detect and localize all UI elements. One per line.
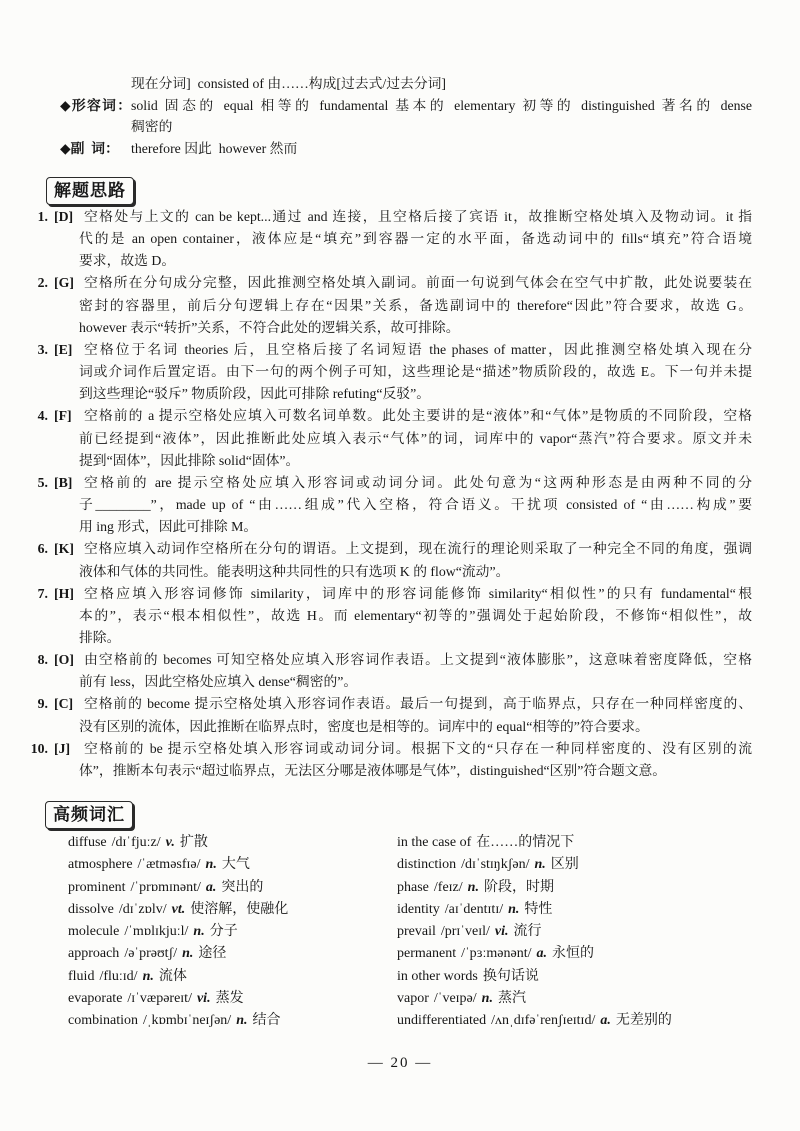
item-number: 6. xyxy=(37,541,48,557)
word-list-continuation xyxy=(60,73,752,159)
item-number: 3. xyxy=(37,341,48,357)
vocab-entry xyxy=(68,966,388,988)
vocab-word: prevail xyxy=(397,924,436,940)
item-answer: [K] xyxy=(54,541,74,557)
vocab-entry xyxy=(397,966,757,988)
vocab-meaning: 扩散 xyxy=(179,835,208,850)
vocab-meaning: 途径 xyxy=(198,946,227,962)
vocab-phonetic: /ˈprɒmɪnənt/ xyxy=(130,879,201,895)
vocab-meaning: 在……的情况下 xyxy=(476,835,575,850)
vocab-meaning: 特性 xyxy=(524,901,553,917)
vocab-entry xyxy=(68,988,388,1010)
analysis-item xyxy=(37,206,752,272)
vocab-phonetic: /dɪˈfjuːz/ xyxy=(111,835,161,850)
item-line: 液体和气体的共同性。能表明这种共同性的只有选项 K 的 flow“流动”。 xyxy=(79,563,510,579)
vocab-word: fluid xyxy=(68,968,95,984)
item-line: 空格前的 be 提示空格处填入形容词或动词分词。根据下文的“只存在一种同样密度的、没有区别的流 xyxy=(84,740,752,756)
item-line: 空格位于名词 theories 后，且空格后接了名词短语 the phases of matter，因此推测空格处填入现在分 xyxy=(84,341,752,357)
vocab-entry xyxy=(68,877,388,899)
item-line: 空格前的 are 提示空格处应填入形容词或动词分词。此处句意为“这两种形态是由两种不同的分 xyxy=(84,474,752,490)
item-line: 空格前的 become 提示空格处填入形容词作表语。最后一句提到，高于临界点，只存在一种同样密度的、 xyxy=(84,696,752,712)
vocab-pos: n. xyxy=(182,946,194,962)
vocab-entry xyxy=(68,921,388,943)
vocab-meaning: 分子 xyxy=(209,924,238,940)
vocab-pos: n. xyxy=(481,991,493,1007)
vocab-meaning: 流行 xyxy=(513,924,542,940)
item-line: 前已经提到“液体”，因此推断此处应填入表示“气体”的词，词库中的 vapor“蒸汽”符合要求。原文并未 xyxy=(79,430,752,446)
item-number: 2. xyxy=(37,275,48,291)
item-answer: [O] xyxy=(54,652,74,668)
item-line: 子________”，made up of “由……组成”代入空格，符合语义。干扰项 consisted of “由……构成”要 xyxy=(79,497,752,513)
item-line: 本的”，表示“根本相似性”，故选 H。而 elementary“初等的”强调处于起始阶段，不修饰“相似性”，故 xyxy=(79,607,752,623)
vocab-pos: n. xyxy=(534,857,546,873)
item-answer: [J] xyxy=(54,740,71,756)
vocab-meaning: 蒸发 xyxy=(215,991,244,1007)
vocab-word: in other words xyxy=(397,968,478,984)
vocab-phonetic: /ʌnˌdɪfəˈrenʃɪeɪtɪd/ xyxy=(491,1013,596,1029)
item-line: 没有区别的流体，因此推断在临界点时，密度也是相等的。词库中的 equal“相等的”符合要求。 xyxy=(79,718,649,734)
item-line: 体”，推断本句表示“超过临界点，无法区分哪是液体哪是气体”，distinguished“区别”符合题文意。 xyxy=(79,762,667,778)
item-line: 提到“固体”，因此排除 solid“固体”。 xyxy=(79,452,300,468)
vocab-pos: n. xyxy=(205,857,217,873)
vocab-word: permanent xyxy=(397,946,457,962)
vocab-word: phase xyxy=(397,879,429,895)
item-line: 代的是 an open container，液体应是“填充”到容器一定的水平面，备选动词中的 fills“填充”符合语境 xyxy=(79,231,752,247)
vocab-word: evaporate xyxy=(68,991,123,1007)
item-number: 10. xyxy=(30,740,48,756)
vocab-pos: n. xyxy=(193,924,205,940)
vocab-entry xyxy=(68,854,388,876)
vocabulary-heading: 高频词汇 xyxy=(45,801,133,829)
item-answer: [B] xyxy=(54,474,73,490)
analysis-item xyxy=(37,693,752,737)
item-line: 空格处与上文的 can be kept...通过 and 连接，且空格后接了宾语 it，故推断空格处填入及物动词。it 指 xyxy=(84,209,752,224)
vocab-phonetic: /ˈætməsfɪə/ xyxy=(137,857,201,873)
vocab-word: diffuse xyxy=(68,835,107,850)
vocab-pos: n. xyxy=(467,879,479,895)
vocab-entry xyxy=(397,899,757,921)
vocab-entry xyxy=(68,943,388,965)
vocab-word: molecule xyxy=(68,924,120,940)
item-line: 密封的容器里，前后分句逻辑上存在“因果”关系，备选副词中的 therefore“因此”符合要求，故选 G。 xyxy=(79,297,752,313)
vocab-entry xyxy=(397,1010,757,1032)
vocab-word: vapor xyxy=(397,991,429,1007)
item-answer: [D] xyxy=(54,209,74,224)
item-line: 前有 less，因此空格处应填入 dense“稠密的”。 xyxy=(79,674,358,690)
word-list-line: 现在分词] consisted of 由……构成[过去式/过去分词] xyxy=(131,76,447,91)
vocab-word: identity xyxy=(397,901,440,917)
vocab-entry xyxy=(397,877,757,899)
item-line: 由空格前的 becomes 可知空格处应填入形容词作表语。上文提到“液体膨胀”，这意味着密度降低，空格 xyxy=(84,652,752,668)
vocab-entry xyxy=(68,832,388,854)
adverb-label: ◆副 词： xyxy=(60,140,119,156)
item-answer: [F] xyxy=(54,408,72,424)
vocab-word: distinction xyxy=(397,857,457,873)
item-number: 5. xyxy=(37,474,48,490)
analysis-item xyxy=(30,738,752,782)
item-line: 空格所在分句成分完整，因此推测空格处填入副词。前面一句说到气体会在空气中扩散，此处说要装在 xyxy=(84,275,752,291)
analysis-item xyxy=(37,272,752,338)
item-number: 9. xyxy=(37,696,48,712)
vocab-phonetic: /ˈmɒlɪkjuːl/ xyxy=(124,924,189,940)
vocab-phonetic: /ˈveɪpə/ xyxy=(433,991,477,1007)
vocab-phonetic: /dɪˈzɒlv/ xyxy=(118,901,167,917)
vocab-meaning: 无差别的 xyxy=(615,1013,672,1029)
analysis-list xyxy=(30,206,752,782)
adverb-list: therefore 因此 however 然而 xyxy=(131,140,298,156)
vocab-meaning: 换句话说 xyxy=(482,968,539,984)
analysis-item xyxy=(37,649,752,693)
vocab-meaning: 突出的 xyxy=(221,879,264,895)
vocab-meaning: 流体 xyxy=(158,968,187,984)
vocab-pos: n. xyxy=(508,901,520,917)
analysis-item xyxy=(37,583,752,649)
vocab-meaning: 蒸汽 xyxy=(497,991,526,1007)
vocab-word: atmosphere xyxy=(68,857,133,873)
vocab-entry xyxy=(397,921,757,943)
item-line: 到这些理论“驳斥” 物质阶段，因此可排除 refuting“反驳”。 xyxy=(79,386,431,402)
vocab-pos: vt. xyxy=(171,901,186,917)
adjective-list: solid 固态的 equal 相等的 fundamental 基本的 elementary 初等的 distinguished 著名的 dense xyxy=(131,97,752,113)
item-line: 用 ing 形式，因此可排除 M。 xyxy=(79,519,258,535)
page-number: — 20 — xyxy=(367,1055,433,1071)
vocabulary-left-column xyxy=(68,832,388,1033)
vocab-pos: v. xyxy=(165,835,175,850)
item-answer: [C] xyxy=(54,696,74,712)
vocab-word: combination xyxy=(68,1013,138,1029)
vocab-meaning: 阶段，时期 xyxy=(483,879,554,895)
item-line: 词或介词作后置定语。由下一句的两个例子可知，这些理论是“描述”物质阶段的，故选 E。下一句并未提 xyxy=(79,364,752,380)
item-answer: [G] xyxy=(54,275,74,291)
vocab-meaning: 永恒的 xyxy=(552,946,595,962)
vocab-phonetic: /feɪz/ xyxy=(433,879,463,895)
vocab-word: dissolve xyxy=(68,901,114,917)
vocab-pos: vi. xyxy=(196,991,211,1007)
item-line: 空格应填入动词作空格所在分句的谓语。上文提到，现在流行的理论则采取了一种完全不同的角度，强调 xyxy=(84,541,752,557)
item-number: 7. xyxy=(37,585,48,601)
vocab-pos: vi. xyxy=(494,924,509,940)
vocab-word: prominent xyxy=(68,879,126,895)
vocab-word: in the case of xyxy=(397,835,472,850)
vocab-entry xyxy=(397,832,757,854)
vocab-pos: a. xyxy=(600,1013,611,1029)
adjective-label: ◆形容词： xyxy=(60,97,131,113)
adverb-row xyxy=(60,138,752,160)
item-answer: [H] xyxy=(54,585,74,601)
item-number: 8. xyxy=(37,652,48,668)
adjective-continuation: 稠密的 xyxy=(131,119,173,134)
vocab-meaning: 区别 xyxy=(550,857,579,873)
item-number: 1. xyxy=(37,209,48,224)
vocab-pos: a. xyxy=(205,879,217,895)
vocab-meaning: 大气 xyxy=(221,857,250,873)
analysis-item xyxy=(37,472,752,538)
vocab-phonetic: /ˈpɜːmənənt/ xyxy=(461,946,532,962)
vocab-pos: n. xyxy=(236,1013,248,1029)
vocab-phonetic: /ˌkɒmbɪˈneɪʃən/ xyxy=(143,1013,232,1029)
vocab-pos: a. xyxy=(536,946,548,962)
analysis-item xyxy=(37,339,752,405)
item-line: 要求，故选 D。 xyxy=(79,253,176,269)
item-line: 排除。 xyxy=(79,629,121,645)
vocab-entry xyxy=(397,854,757,876)
adjective-row xyxy=(60,95,752,117)
analysis-item xyxy=(37,538,752,582)
vocab-pos: n. xyxy=(142,968,154,984)
analysis-item xyxy=(37,405,752,471)
vocab-phonetic: /dɪˈstɪŋkʃən/ xyxy=(461,857,530,873)
vocab-phonetic: /ɪˈvæpəreɪt/ xyxy=(127,991,192,1007)
vocab-meaning: 结合 xyxy=(252,1013,281,1029)
vocab-entry xyxy=(68,899,388,921)
vocab-word: undifferentiated xyxy=(397,1013,487,1029)
vocab-phonetic: /əˈprəʊtʃ/ xyxy=(124,946,178,962)
vocab-phonetic: /fluːɪd/ xyxy=(99,968,138,984)
item-line: 空格应填入形容词修饰 similarity，词库中的形容词能修饰 similarity“相似性”的只有 fundamental“根 xyxy=(84,585,752,601)
vocab-meaning: 使溶解，使融化 xyxy=(190,901,289,917)
item-answer: [E] xyxy=(54,341,73,357)
vocab-entry xyxy=(397,988,757,1010)
vocab-phonetic: /aɪˈdentɪtɪ/ xyxy=(444,901,504,917)
vocab-entry xyxy=(68,1010,388,1032)
analysis-heading: 解题思路 xyxy=(46,177,134,205)
vocab-phonetic: /prɪˈveɪl/ xyxy=(440,924,490,940)
item-number: 4. xyxy=(37,408,48,424)
vocab-word: approach xyxy=(68,946,120,962)
item-line: however 表示“转折”关系，不符合此处的逻辑关系，故可排除。 xyxy=(79,319,460,335)
item-line: 空格前的 a 提示空格处应填入可数名词单数。此处主要讲的是“液体”和“气体”是物质的不同阶段，空格 xyxy=(84,408,752,424)
vocabulary-right-column xyxy=(397,832,757,1033)
vocab-entry xyxy=(397,943,757,965)
